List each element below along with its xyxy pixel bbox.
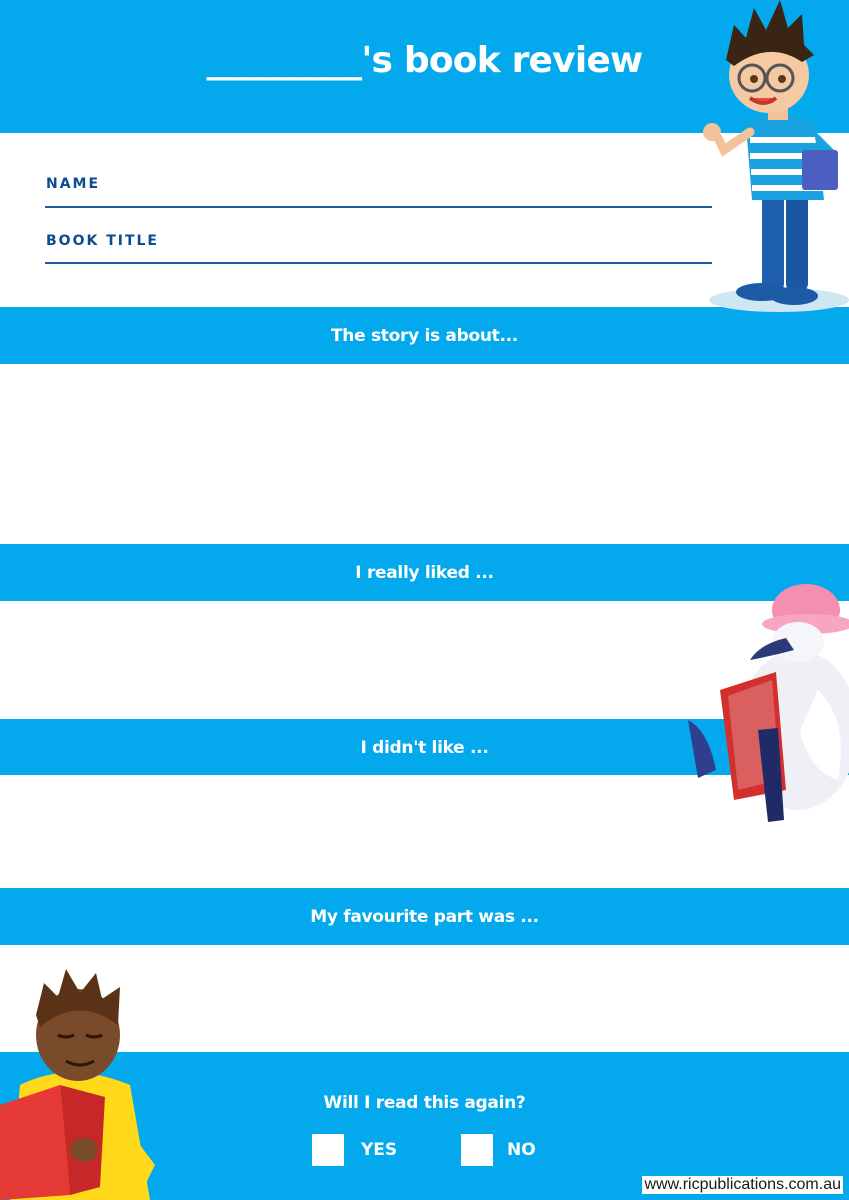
liked-section-title: I really liked ...: [355, 563, 494, 583]
favourite-section-band: [0, 888, 849, 945]
book-title-write-line[interactable]: [45, 262, 712, 264]
favourite-writing-area[interactable]: [160, 945, 849, 1052]
page-title: _________'s book review: [206, 40, 643, 81]
liked-writing-area[interactable]: [0, 601, 660, 719]
no-label: NO: [507, 1140, 536, 1160]
disliked-section-title: I didn't like ...: [360, 738, 489, 758]
favourite-section-title: My favourite part was ...: [310, 907, 539, 927]
publisher-website: www.ricpublications.com.au: [644, 1176, 841, 1193]
name-write-line[interactable]: [45, 206, 712, 208]
yes-checkbox[interactable]: [312, 1134, 344, 1166]
yes-label: YES: [361, 1140, 398, 1160]
read-again-question: Will I read this again?: [323, 1093, 526, 1113]
bird-reading-book-illustration: [668, 580, 849, 825]
name-label: NAME: [46, 176, 101, 192]
boy-reading-book-illustration: [0, 965, 162, 1200]
no-checkbox[interactable]: [461, 1134, 493, 1166]
boy-with-glasses-illustration: [684, 0, 849, 320]
book-title-label: BOOK TITLE: [46, 233, 159, 249]
story-section-title: The story is about...: [331, 326, 518, 346]
story-writing-area[interactable]: [0, 364, 849, 544]
